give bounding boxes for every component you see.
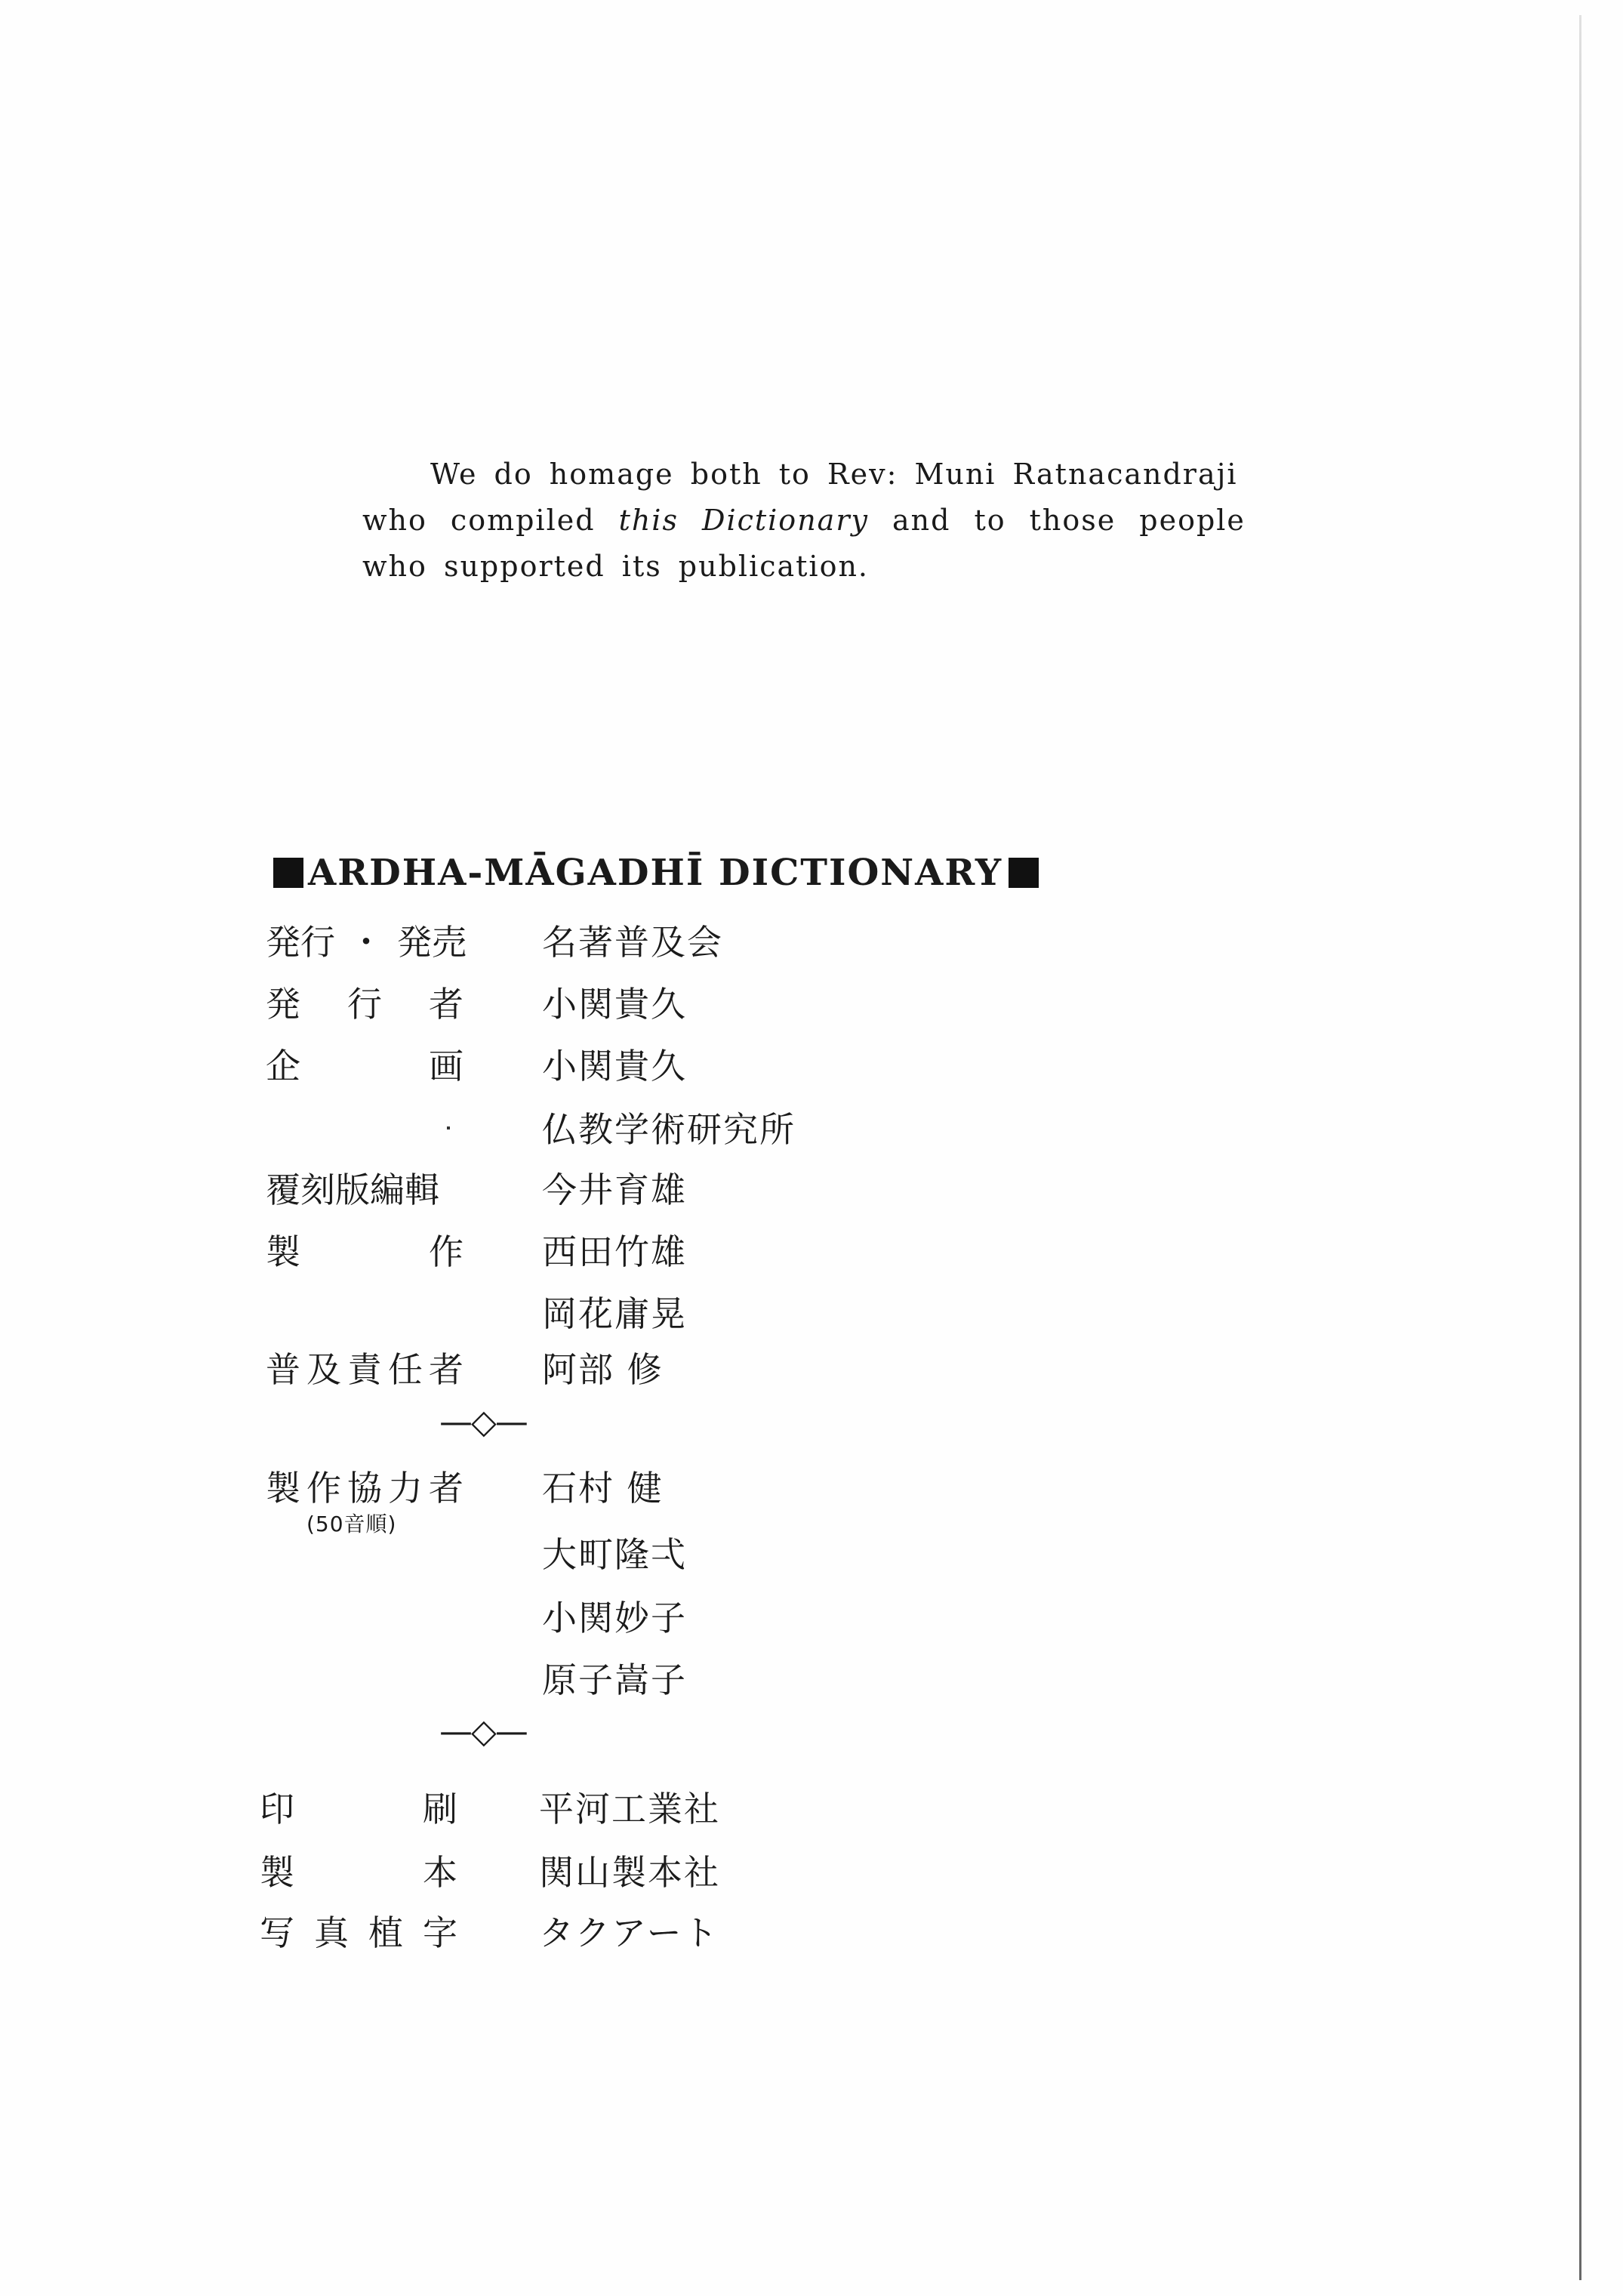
role-part: 者 <box>429 984 463 1025</box>
role-part: 企 <box>266 1046 300 1086</box>
credit-name: 西田竹雄 <box>542 1231 687 1272</box>
credit-role <box>260 1845 457 1895</box>
role-part: 者 <box>429 1349 463 1390</box>
role-part: ・ <box>349 922 383 963</box>
role-part: 本 <box>423 1852 457 1893</box>
credit-row-planning <box>266 1039 1021 1084</box>
credit-name: 大町隆弌 <box>542 1534 687 1575</box>
black-square-icon <box>1009 858 1039 888</box>
role-part: 協 <box>347 1468 382 1509</box>
credit-name: 小関貴久 <box>542 984 687 1025</box>
credit-row-cooperation-3 <box>266 1591 1021 1636</box>
word: compiled <box>450 504 596 537</box>
credit-name: 石村 健 <box>542 1468 664 1509</box>
role-part: 普 <box>266 1349 300 1390</box>
title-text: ARDHA-MĀGADHĪ DICTIONARY <box>308 852 1003 894</box>
credit-role <box>266 915 467 965</box>
credit-row-distribution <box>266 1342 1021 1388</box>
role-part: 発売 <box>397 922 467 963</box>
credit-row-cooperation-2 <box>266 1527 1021 1573</box>
role-part: 発 <box>266 984 300 1025</box>
role-part: 真 <box>314 1912 349 1953</box>
credit-name: 今井育雄 <box>542 1170 687 1210</box>
credit-name: 原子嵩子 <box>542 1660 687 1700</box>
credit-row-production-2 <box>266 1287 1021 1332</box>
word: those <box>1029 504 1116 537</box>
dedication-line-3: who supported its publication. <box>362 550 870 583</box>
credit-role <box>266 1163 467 1213</box>
role-part: 作 <box>306 1468 341 1509</box>
credit-name: 関山製本社 <box>539 1852 720 1893</box>
credit-row-production <box>266 1225 1021 1270</box>
page-edge-line <box>1579 15 1581 2280</box>
role-part: 写 <box>260 1912 294 1953</box>
credit-row-planning-2 <box>266 1102 1021 1148</box>
role-part: 及 <box>306 1349 341 1390</box>
credit-name: 岡花庸晃 <box>542 1293 687 1334</box>
role-part: 任 <box>388 1349 423 1390</box>
credit-row-cooperation-4 <box>266 1653 1021 1698</box>
credit-row-publisher <box>266 915 1021 963</box>
credit-name: 平河工業社 <box>539 1789 720 1829</box>
role-part: 製 <box>260 1852 294 1893</box>
role-part: 刷 <box>423 1789 457 1829</box>
dedication-paragraph <box>362 451 1253 590</box>
credit-row-typesetting <box>260 1906 1015 1951</box>
word-italic: this <box>618 504 679 537</box>
credit-row-issuer <box>266 977 1021 1025</box>
role-part: 製 <box>266 1231 300 1272</box>
word: people <box>1139 504 1246 537</box>
order-note: (50音順) <box>306 1512 397 1536</box>
credit-role <box>266 1225 463 1274</box>
credit-name: 名著普及会 <box>542 922 723 963</box>
dedication-line-2 <box>362 498 1246 544</box>
dictionary-title <box>273 852 1039 894</box>
word: who <box>362 504 427 537</box>
credit-role <box>266 977 463 1027</box>
credit-role <box>266 1461 463 1511</box>
credit-name: 仏教学術研究所 <box>542 1109 796 1150</box>
credit-role <box>266 1039 463 1089</box>
diamond-separator: —◇— <box>439 1712 527 1751</box>
credit-row-reprint-editor <box>266 1163 1021 1208</box>
word-italic: Dictionary <box>701 504 869 537</box>
role-part: 発行 <box>266 922 335 963</box>
dedication-line-1: We do homage both to Rev: Muni Ratnacandraji <box>430 458 1238 491</box>
credit-name: 小関貴久 <box>542 1046 687 1086</box>
role-part: 力 <box>388 1468 423 1509</box>
credit-row-printing <box>260 1782 1015 1827</box>
credit-row-cooperation <box>266 1461 1021 1509</box>
credit-name: 阿部 修 <box>542 1349 664 1390</box>
role-part: 印 <box>260 1789 294 1829</box>
credit-name: タクアート <box>539 1912 719 1953</box>
role-part: 責 <box>347 1349 382 1390</box>
credit-role <box>260 1782 457 1832</box>
diamond-separator: —◇— <box>439 1403 527 1441</box>
credit-name: 小関妙子 <box>542 1598 687 1638</box>
role-part: 覆刻版編輯 <box>266 1170 439 1210</box>
role-part: 行 <box>347 984 382 1025</box>
role-part: 字 <box>423 1912 457 1953</box>
role-part: 植 <box>368 1912 403 1953</box>
word: and <box>892 504 951 537</box>
role-part: 画 <box>429 1046 463 1086</box>
black-square-icon <box>273 858 303 888</box>
credit-role <box>260 1906 457 1955</box>
role-part: 作 <box>429 1231 463 1272</box>
role-part: 者 <box>429 1468 463 1509</box>
role-part: 製 <box>266 1468 300 1509</box>
credit-role <box>266 1342 463 1392</box>
word: to <box>974 504 1006 537</box>
credit-row-binding <box>260 1845 1015 1891</box>
